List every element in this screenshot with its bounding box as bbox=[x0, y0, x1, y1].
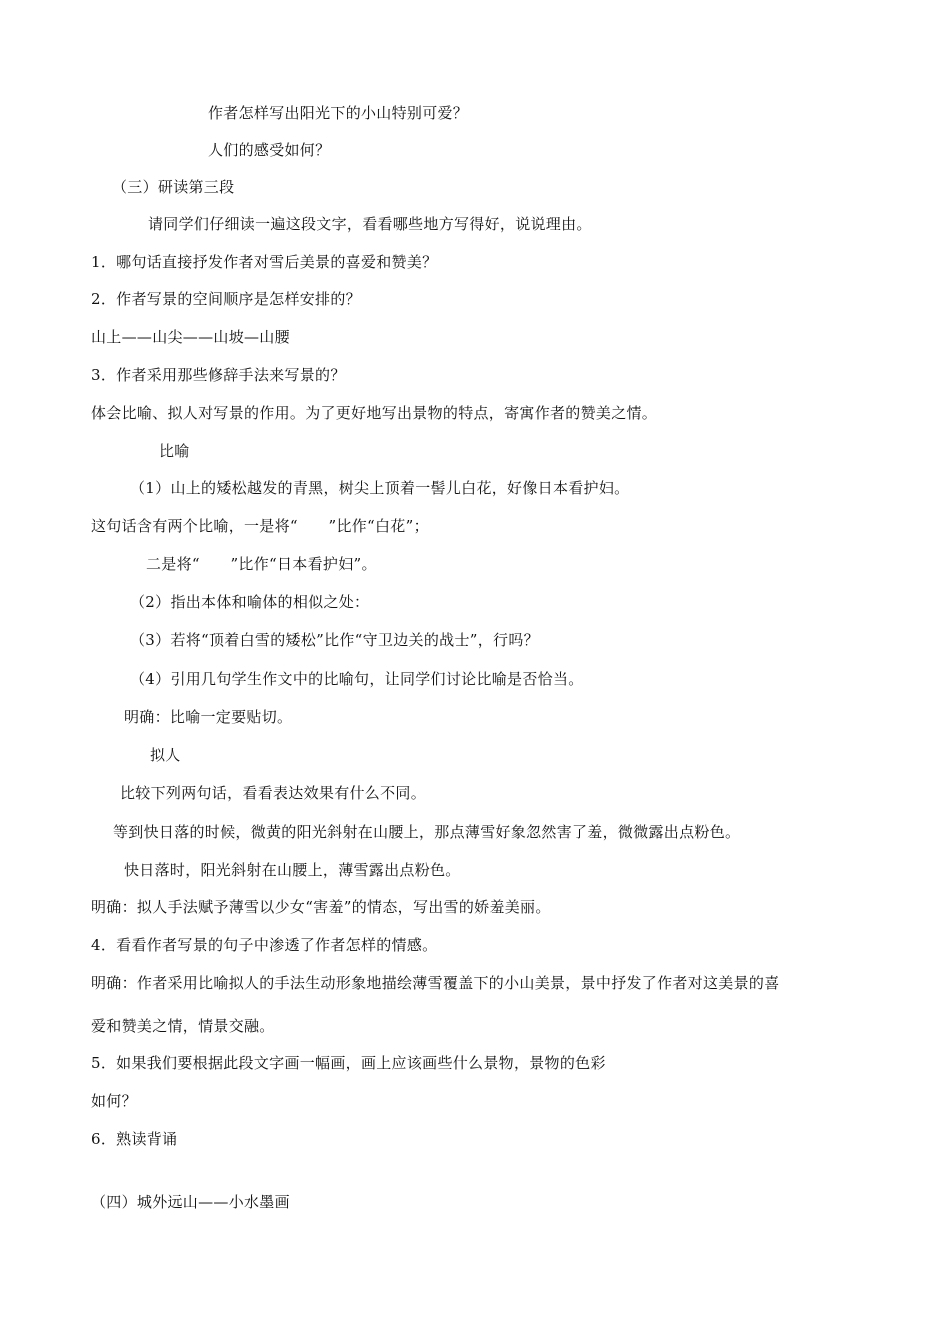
paragraph-line: 体会比喻、拟人对写景的作用。为了更好地写出景物的特点，寄寓作者的赞美之情。 bbox=[91, 404, 658, 422]
section-heading: （三）研读第三段 bbox=[112, 178, 235, 196]
numbered-question: 5．如果我们要根据此段文字画一幅画，画上应该画些什么景物，景物的色彩 bbox=[91, 1054, 606, 1072]
paragraph-line: （1）山上的矮松越发的青黑，树尖上顶着一髻儿白花，好像日本看护妇。 bbox=[130, 479, 630, 497]
paragraph-line: 二是将“ ”比作“日本看护妇”。 bbox=[146, 555, 377, 573]
section-heading: （四）城外远山——小水墨画 bbox=[91, 1193, 290, 1211]
paragraph-line: 快日落时，阳光斜射在山腰上，薄雪露出点粉色。 bbox=[124, 861, 461, 879]
numbered-question: 3．作者采用那些修辞手法来写景的？ bbox=[91, 366, 346, 384]
paragraph-line: 明确：作者采用比喻拟人的手法生动形象地描绘薄雪覆盖下的小山美景，景中抒发了作者对这美景的喜 bbox=[91, 974, 780, 992]
paragraph-line: （4）引用几句学生作文中的比喻句，让同学们讨论比喻是否恰当。 bbox=[130, 670, 584, 688]
numbered-question: 1．哪句话直接抒发作者对雪后美景的喜爱和赞美？ bbox=[91, 253, 438, 271]
paragraph-line: 这句话含有两个比喻，一是将“ ”比作“白花”； bbox=[91, 517, 429, 535]
paragraph-line: 爱和赞美之情，情景交融。 bbox=[91, 1017, 275, 1035]
answer-line: 山上——山尖——山坡—山腰 bbox=[91, 328, 290, 346]
subheading: 比喻 bbox=[159, 442, 190, 460]
numbered-question: 4．看看作者写景的句子中渗透了作者怎样的情感。 bbox=[91, 936, 438, 954]
paragraph-line: 明确：拟人手法赋予薄雪以少女“害羞”的情态，写出雪的娇羞美丽。 bbox=[91, 898, 551, 916]
paragraph-line: 比较下列两句话，看看表达效果有什么不同。 bbox=[120, 784, 427, 802]
question-line: 人们的感受如何？ bbox=[208, 141, 331, 159]
paragraph-line: （3）若将“顶着白雪的矮松”比作“守卫边关的战士”，行吗？ bbox=[130, 631, 539, 649]
paragraph-line: 明确：比喻一定要贴切。 bbox=[124, 708, 293, 726]
numbered-question: 6．熟读背诵 bbox=[91, 1130, 178, 1148]
question-line: 作者怎样写出阳光下的小山特别可爱？ bbox=[208, 104, 469, 122]
paragraph-line: 请同学们仔细读一遍这段文字，看看哪些地方写得好，说说理由。 bbox=[148, 215, 592, 233]
paragraph-line: 等到快日落的时候，微黄的阳光斜射在山腰上，那点薄雪好象忽然害了羞，微微露出点粉色。 bbox=[113, 823, 741, 841]
numbered-question: 2．作者写景的空间顺序是怎样安排的？ bbox=[91, 290, 361, 308]
paragraph-line: （2）指出本体和喻体的相似之处： bbox=[130, 593, 370, 611]
paragraph-line: 如何？ bbox=[91, 1092, 137, 1110]
subheading: 拟人 bbox=[150, 746, 181, 764]
